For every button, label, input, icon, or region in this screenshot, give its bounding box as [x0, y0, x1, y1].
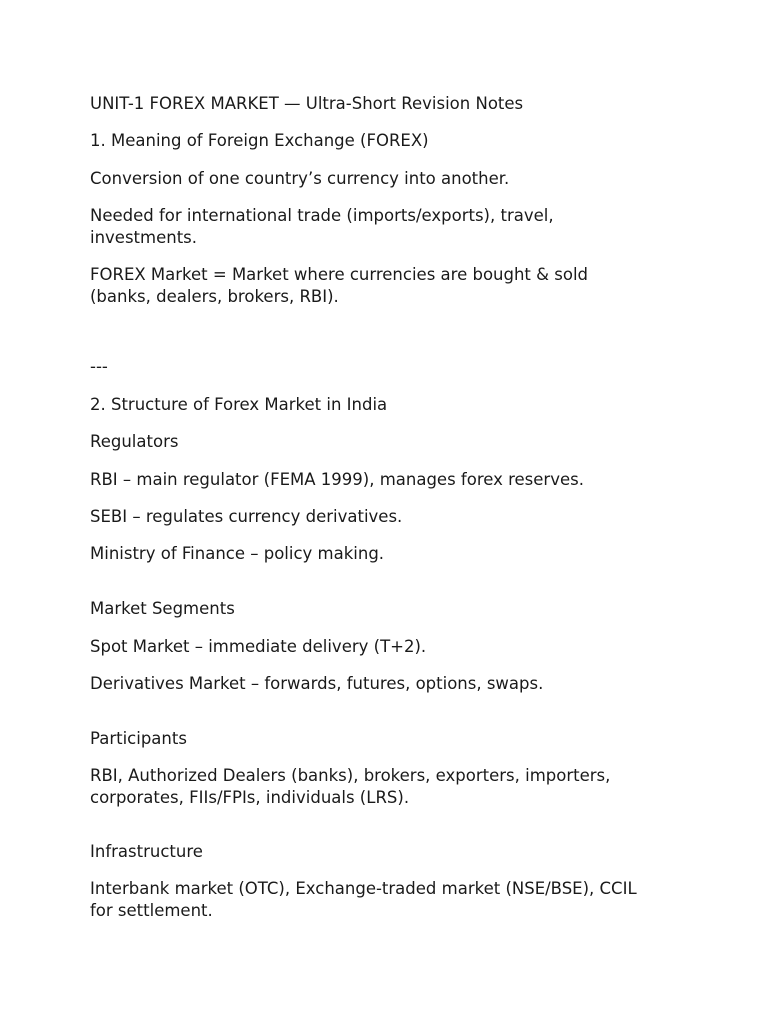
section1-paragraph-3-line-2: (banks, dealers, brokers, RBI). [90, 287, 339, 306]
section2-heading: 2. Structure of Forex Market in India [90, 395, 388, 414]
infrastructure-line-2: for settlement. [90, 901, 213, 920]
segment-item-derivatives: Derivatives Market – forwards, futures, options, swaps. [90, 674, 544, 693]
regulator-item-ministry: Ministry of Finance – policy making. [90, 544, 385, 563]
document-page [90, 0, 690, 1024]
regulator-item-rbi: RBI – main regulator (FEMA 1999), manages forex reserves. [90, 470, 584, 489]
section-separator: --- [90, 357, 108, 376]
regulator-item-sebi: SEBI – regulates currency derivatives. [90, 507, 403, 526]
infrastructure-heading: Infrastructure [90, 842, 203, 861]
segments-heading: Market Segments [90, 599, 235, 618]
regulators-heading: Regulators [90, 432, 179, 451]
participants-heading: Participants [90, 729, 187, 748]
section1-paragraph-1: Conversion of one country’s currency into another. [90, 169, 510, 188]
segment-item-spot: Spot Market – immediate delivery (T+2). [90, 637, 427, 656]
section1-paragraph-3-line-1: FOREX Market = Market where currencies are bought & sold [90, 265, 588, 284]
infrastructure-line-1: Interbank market (OTC), Exchange-traded market (NSE/BSE), CCIL [90, 879, 637, 898]
section1-heading: 1. Meaning of Foreign Exchange (FOREX) [90, 131, 429, 150]
document-title: UNIT-1 FOREX MARKET — Ultra-Short Revision Notes [90, 94, 524, 113]
section1-paragraph-2-line-2: investments. [90, 228, 198, 247]
participants-line-2: corporates, FIIs/FPIs, individuals (LRS). [90, 788, 410, 807]
participants-line-1: RBI, Authorized Dealers (banks), brokers, exporters, importers, [90, 766, 611, 785]
section1-paragraph-2-line-1: Needed for international trade (imports/exports), travel, [90, 206, 554, 225]
